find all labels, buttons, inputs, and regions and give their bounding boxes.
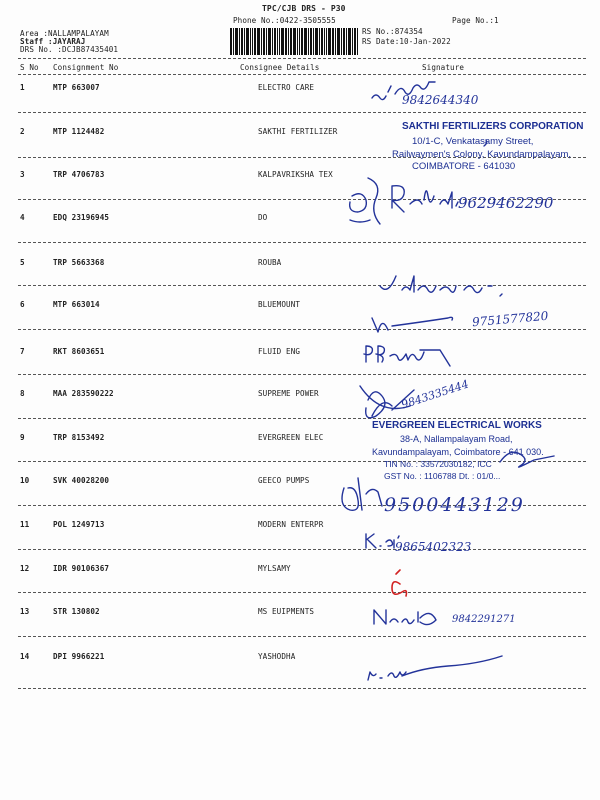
row-consignment-no: TRP 4706783 xyxy=(53,170,105,179)
row-sno: 2 xyxy=(20,127,25,136)
signature-row-10 xyxy=(342,478,382,510)
handwritten-phone: 9842291271 xyxy=(452,614,516,625)
staff-field: Staff :JAYARAJ xyxy=(20,37,86,46)
row-sno: 1 xyxy=(20,83,25,92)
handwritten-phone: 9751577820 xyxy=(471,308,549,330)
stamp-address-line: 10/1-C, Venkatasamy Street, xyxy=(412,136,534,147)
row-consignee-details: EVERGREEN ELEC xyxy=(258,433,324,442)
row-sno: 7 xyxy=(20,347,25,356)
handwritten-phone: 9865402323 xyxy=(395,540,472,554)
row-consignee-details: FLUID ENG xyxy=(258,347,301,356)
document-title: TPC/CJB DRS - P30 xyxy=(262,4,346,13)
rs-number: RS No.:874354 xyxy=(362,27,423,36)
column-header-sno: S No xyxy=(20,63,39,72)
signature-row-14 xyxy=(368,656,502,680)
row-consignment-no: TRP 8153492 xyxy=(53,433,105,442)
column-header-consignment: Consignment No xyxy=(53,63,119,72)
row-consignment-no: MTP 1124482 xyxy=(53,127,105,136)
signature-row-8 xyxy=(360,386,414,418)
row-sno: 9 xyxy=(20,433,25,442)
row-consignment-no: MAA 283590222 xyxy=(53,389,114,398)
row-consignment-no: IDR 90106367 xyxy=(53,564,110,573)
stamp-company-name: EVERGREEN ELECTRICAL WORKS xyxy=(372,420,542,431)
stamp-address-line: Kavundampalayam, Coimbatore - 641 030. xyxy=(372,447,544,457)
phone-number: Phone No.:0422-3505555 xyxy=(233,16,336,25)
row-consignee-details: MS EUIPMENTS xyxy=(258,607,315,616)
signature-row-9 xyxy=(500,452,554,467)
row-consignment-no: MTP 663014 xyxy=(53,300,100,309)
row-sno: 10 xyxy=(20,476,30,485)
row-sno: 13 xyxy=(20,607,30,616)
row-consignee-details: ROUBA xyxy=(258,258,282,267)
row-sno: 5 xyxy=(20,258,25,267)
row-consignee-details: BLUEMOUNT xyxy=(258,300,301,309)
signature-row-3 xyxy=(350,178,380,224)
row-sno: 14 xyxy=(20,652,30,661)
row-consignee-details: MODERN ENTERPR xyxy=(258,520,324,529)
signature-row-1 xyxy=(372,82,435,100)
signature-row-13 xyxy=(374,610,436,625)
row-sno: 11 xyxy=(20,520,30,529)
handwritten-phone: 9843335444 xyxy=(399,377,471,412)
row-consignment-no: SVK 40028200 xyxy=(53,476,110,485)
stamp-address-line: COIMBATORE - 641030 xyxy=(412,161,516,172)
rs-date: RS Date:10-Jan-2022 xyxy=(362,37,451,46)
column-header-consignee: Consignee Details xyxy=(240,63,320,72)
signature-row-2 xyxy=(484,140,487,146)
row-sno: 4 xyxy=(20,213,25,222)
row-consignee-details: MYLSAMY xyxy=(258,564,291,573)
page-number: Page No.:1 xyxy=(452,16,499,25)
row-consignment-no: MTP 663007 xyxy=(53,83,100,92)
row-consignee-details: DO xyxy=(258,213,268,222)
handwritten-phone: 9842644340 xyxy=(402,93,479,107)
stamp-address-line: GST No. : 1106788 Dt. : 01/0... xyxy=(384,471,501,481)
row-consignment-no: TRP 5663368 xyxy=(53,258,105,267)
row-consignment-no: DPI 9966221 xyxy=(53,652,105,661)
row-consignee-details: SAKTHI FERTILIZER xyxy=(258,127,338,136)
stamp-company-name: SAKTHI FERTILIZERS CORPORATION xyxy=(402,121,584,132)
row-sno: 3 xyxy=(20,170,25,179)
signature-row-6 xyxy=(372,317,453,332)
signature-row-4 xyxy=(392,186,458,212)
row-consignment-no: STR 130802 xyxy=(53,607,100,616)
stamp-address-line: TIN No. : 33572030182, ICC xyxy=(384,459,492,469)
row-sno: 12 xyxy=(20,564,30,573)
row-consignment-no: POL 1249713 xyxy=(53,520,105,529)
row-sno: 8 xyxy=(20,389,25,398)
handwritten-phone: 9629462290 xyxy=(458,194,554,212)
signature-row-11 xyxy=(366,534,399,548)
column-header-signature: Signature xyxy=(422,63,465,72)
row-consignee-details: ELECTRO CARE xyxy=(258,83,315,92)
stamp-address-line: 38-A, Nallampalayam Road, xyxy=(400,434,513,444)
signature-row-5 xyxy=(380,276,502,296)
row-consignee-details: YASHODHA xyxy=(258,652,296,661)
area-field: Area :NALLAMPALAYAM xyxy=(20,29,109,38)
row-consignee-details: GEECO PUMPS xyxy=(258,476,310,485)
handwritten-phone: 9500443129 xyxy=(384,494,525,516)
row-consignment-no: EDQ 23196945 xyxy=(53,213,110,222)
stamp-address-line: Railwaymen's Colony, Kavundampalayam, xyxy=(392,149,572,160)
signature-row-12 xyxy=(392,570,407,596)
row-sno: 6 xyxy=(20,300,25,309)
signature-row-7 xyxy=(364,346,450,366)
row-consignee-details: KALPAVRIKSHA TEX xyxy=(258,170,333,179)
row-consignment-no: RKT 8603651 xyxy=(53,347,105,356)
drs-number: DRS No. :DCJB87435401 xyxy=(20,45,119,54)
row-consignee-details: SUPREME POWER xyxy=(258,389,319,398)
